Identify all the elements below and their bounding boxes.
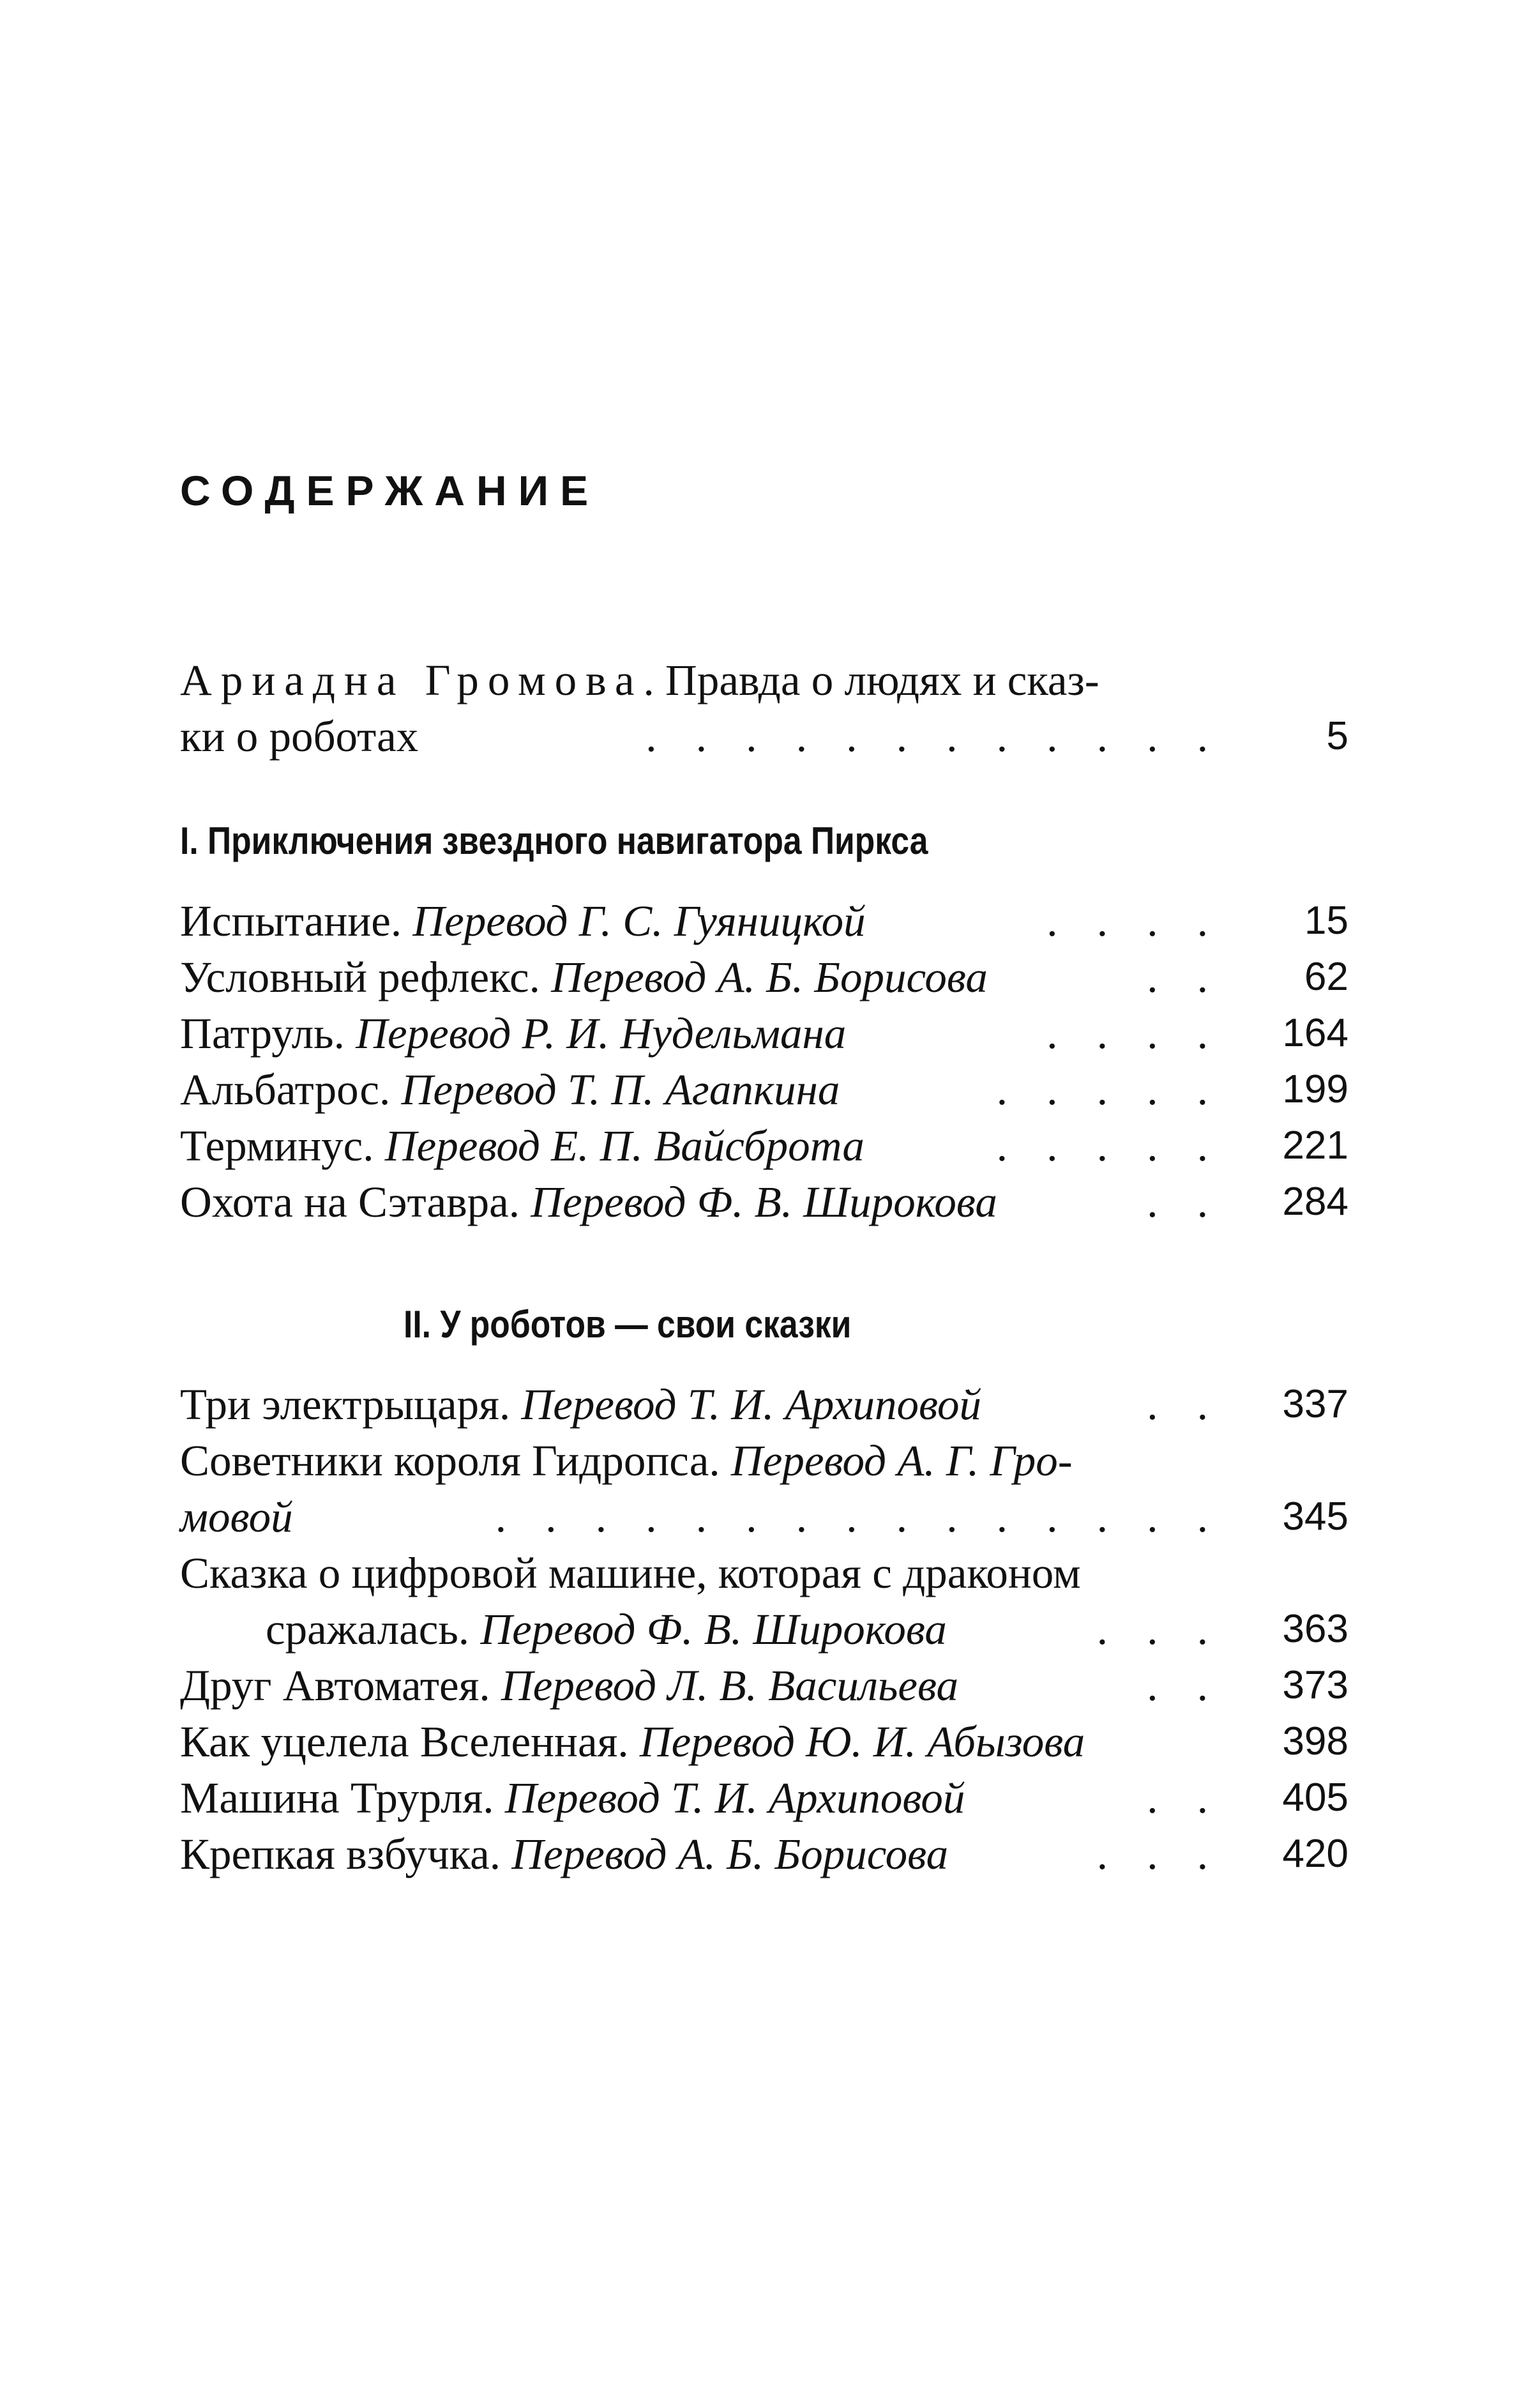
entry-title: Советники короля Гидропса. bbox=[180, 1436, 720, 1485]
page-number: 164 bbox=[1282, 1011, 1348, 1055]
toc-entry-continuation bbox=[180, 1489, 1348, 1545]
toc-entry bbox=[180, 1376, 1348, 1433]
entry-translator: Перевод А. Г. Гро- bbox=[730, 1436, 1073, 1485]
entry-title: Альбатрос. bbox=[180, 1065, 391, 1114]
section-2-entries bbox=[180, 1376, 1348, 1882]
leader-dots: . . . bbox=[1096, 1830, 1222, 1878]
toc-text: Ариадна Громова. Правда о людях и сказ- bbox=[180, 656, 1099, 704]
intro-author: Ариадна Громова bbox=[180, 656, 644, 704]
intro-title-line1: Правда о людях и сказ- bbox=[665, 656, 1099, 704]
toc-text bbox=[180, 1061, 840, 1118]
toc-text bbox=[180, 1770, 965, 1826]
page-number: 345 bbox=[1282, 1495, 1348, 1539]
leader-dots: . . . . . . . . . . . . . . . bbox=[495, 1493, 1222, 1541]
page-number: 199 bbox=[1282, 1067, 1348, 1111]
entry-title: Терминус. bbox=[180, 1122, 374, 1170]
entry-translator: Перевод Р. И. Нудельмана bbox=[356, 1009, 847, 1058]
entry-title: Машина Трурля. bbox=[180, 1774, 494, 1822]
entry-translator: Перевод Т. П. Агапкина bbox=[401, 1065, 840, 1114]
toc-text bbox=[180, 1826, 948, 1882]
entry-translator: Перевод Т. И. Архиповой bbox=[504, 1774, 965, 1822]
toc-text bbox=[266, 1601, 947, 1657]
intro-title-line2: ки о роботах bbox=[180, 712, 419, 761]
entry-title: Как уцелела Вселенная. bbox=[180, 1717, 629, 1766]
toc-text bbox=[180, 1174, 997, 1230]
entry-translator: Перевод Л. В. Васильева bbox=[501, 1661, 959, 1710]
leader-dots: . . . . . . . . . . . . bbox=[645, 712, 1222, 761]
toc-text bbox=[180, 1433, 1073, 1489]
page-number: 284 bbox=[1282, 1180, 1348, 1224]
page-number: 62 bbox=[1304, 955, 1348, 999]
page-number: 420 bbox=[1282, 1832, 1348, 1876]
toc-text bbox=[180, 1376, 981, 1433]
toc-entry bbox=[180, 1433, 1348, 1489]
page-number: 373 bbox=[1282, 1663, 1348, 1707]
toc-text bbox=[180, 1005, 846, 1061]
entry-translator: Перевод А. Б. Борисова bbox=[511, 1830, 949, 1878]
toc-entry-continuation bbox=[180, 1601, 1348, 1657]
leader-dots: . . . bbox=[1096, 1605, 1222, 1654]
leader-dots: . . . . bbox=[1046, 1009, 1222, 1058]
leader-dots: . . bbox=[1147, 1774, 1222, 1822]
intro-entry bbox=[180, 652, 1348, 765]
section-heading: II. У роботов — свои сказки bbox=[404, 1303, 852, 1346]
toc-text bbox=[180, 893, 866, 949]
toc-text bbox=[180, 1118, 864, 1174]
leader-dots: . . . . bbox=[1046, 897, 1222, 945]
toc-entry bbox=[180, 893, 1348, 949]
toc-entry bbox=[180, 1770, 1348, 1826]
section-heading: I. Приключения звездного навигатора Пиркса bbox=[180, 819, 928, 862]
toc-entry bbox=[180, 1174, 1348, 1230]
page-number: 363 bbox=[1282, 1607, 1348, 1651]
page-title: СОДЕРЖАНИЕ bbox=[180, 467, 600, 514]
toc-entry bbox=[180, 1826, 1348, 1882]
toc-entry bbox=[180, 1714, 1348, 1770]
leader-dots: . . bbox=[1147, 1661, 1222, 1710]
entry-translator: Перевод Ф. В. Широкова bbox=[531, 1178, 997, 1226]
leader-dots: . . bbox=[1147, 953, 1222, 1001]
entry-title: Сказка о цифровой машине, которая с драконом bbox=[180, 1549, 1081, 1597]
entry-translator: Перевод Г. С. Гуяницкой bbox=[412, 897, 866, 945]
toc-text bbox=[180, 1657, 958, 1714]
toc-entry bbox=[180, 1545, 1348, 1601]
toc-text bbox=[180, 949, 988, 1005]
entry-title-continuation: сражалась. bbox=[266, 1605, 470, 1654]
toc-entry bbox=[180, 1061, 1348, 1118]
entry-title: Друг Автоматея. bbox=[180, 1661, 490, 1710]
entry-title: Патруль. bbox=[180, 1009, 345, 1058]
toc-line bbox=[180, 708, 1348, 765]
entry-title: Охота на Сэтавра. bbox=[180, 1178, 520, 1226]
page-number: 15 bbox=[1304, 899, 1348, 943]
leader-dots: . . . . . bbox=[996, 1065, 1222, 1114]
toc-entry bbox=[180, 1005, 1348, 1061]
leader-dots: . . bbox=[1147, 1380, 1222, 1429]
entry-translator: Перевод Т. И. Архиповой bbox=[521, 1380, 982, 1429]
page-number: 337 bbox=[1282, 1382, 1348, 1426]
leader-dots: . . . . . bbox=[996, 1122, 1222, 1170]
page-number: 221 bbox=[1282, 1123, 1348, 1168]
page-number: 405 bbox=[1282, 1776, 1348, 1820]
entry-title: Испытание. bbox=[180, 897, 402, 945]
entry-title: Крепкая взбучка. bbox=[180, 1830, 501, 1878]
toc-entry bbox=[180, 1657, 1348, 1714]
toc-text bbox=[180, 1714, 1085, 1770]
entry-translator: Перевод Ю. И. Абызова bbox=[639, 1717, 1085, 1766]
entry-title: Условный рефлекс. bbox=[180, 953, 540, 1001]
toc-line bbox=[180, 652, 1348, 708]
entry-translator-continuation: мовой bbox=[180, 1493, 293, 1541]
toc-entry bbox=[180, 949, 1348, 1005]
entry-translator: Перевод А. Б. Борисова bbox=[551, 953, 988, 1001]
page-number: 398 bbox=[1282, 1719, 1348, 1763]
toc-entry bbox=[180, 1118, 1348, 1174]
entry-translator: Перевод Ф. В. Широкова bbox=[480, 1605, 947, 1654]
entry-translator: Перевод Е. П. Вайсброта bbox=[384, 1122, 864, 1170]
section-1-entries bbox=[180, 893, 1348, 1230]
leader-dots: . . bbox=[1147, 1178, 1222, 1226]
page-number: 5 bbox=[1326, 714, 1348, 758]
entry-title: Три электрыцаря. bbox=[180, 1380, 511, 1429]
